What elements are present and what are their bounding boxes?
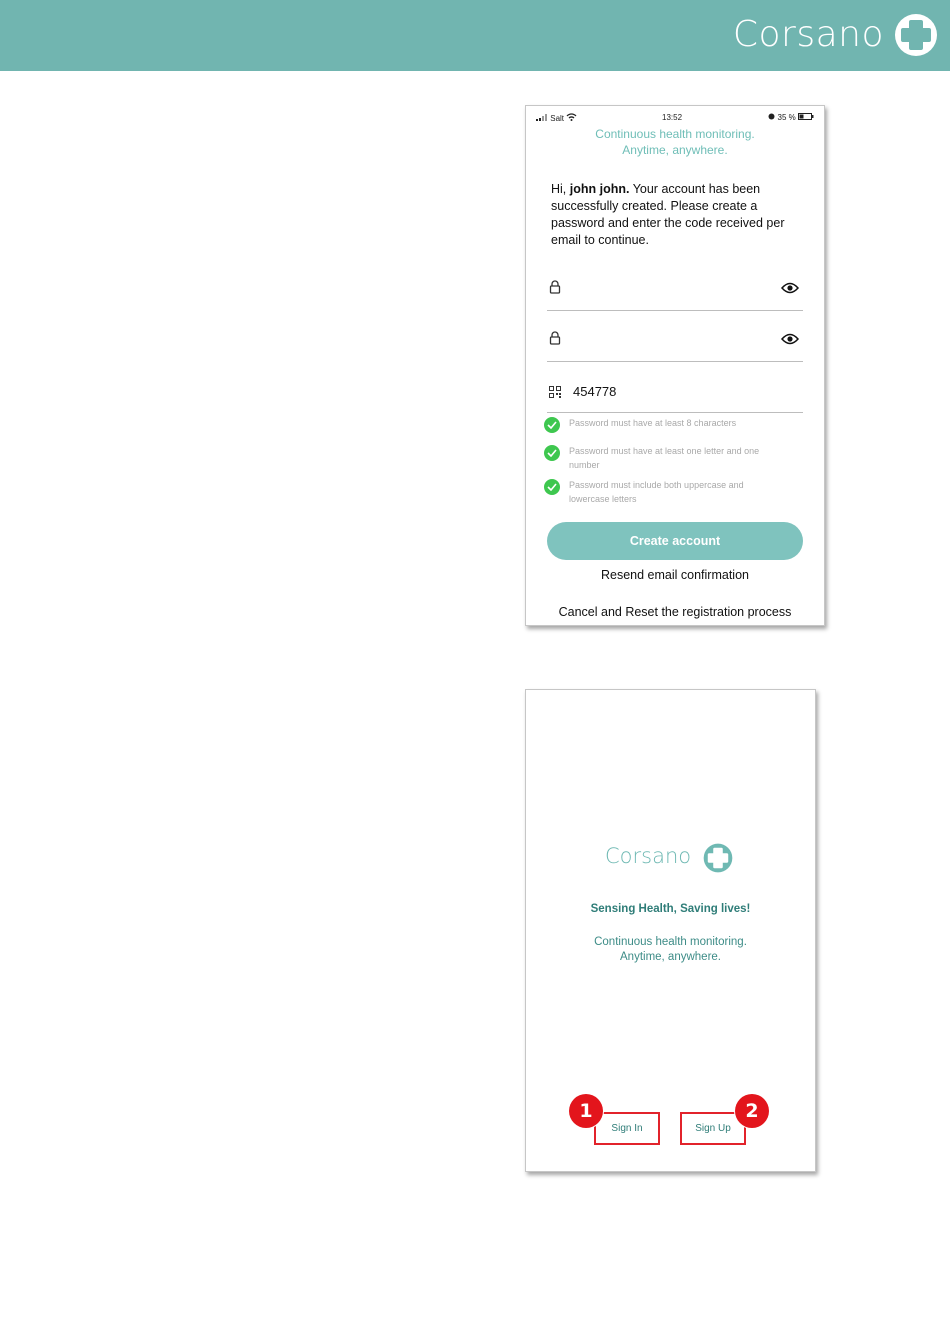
welcome-tagline-1: Continuous health monitoring. (594, 936, 747, 948)
user-name: john john. (569, 182, 630, 196)
rule-text: Password must include both uppercase and lowercase letters (569, 480, 744, 504)
battery-icon (798, 113, 814, 120)
verification-code-field[interactable] (547, 364, 803, 413)
greeting-prefix: Hi, (551, 182, 570, 196)
welcome-screenshot (525, 689, 816, 1172)
resend-email-link[interactable]: Resend email confirmation (601, 568, 749, 582)
callout-badge-2: 2 (735, 1094, 769, 1128)
greeting-message (551, 181, 806, 249)
signal-icon (536, 114, 548, 121)
cancel-registration-link[interactable]: Cancel and Reset the registration process (558, 605, 792, 619)
callout-badge-1: 1 (569, 1094, 603, 1128)
sign-in-button[interactable]: Sign In (594, 1112, 660, 1145)
tagline-line-1: Continuous health monitoring. (595, 127, 755, 141)
wifi-icon (566, 113, 577, 121)
create-password-screenshot (525, 105, 825, 626)
battery-percent: 35 % (777, 113, 796, 122)
welcome-slogan: Sensing Health, Saving lives! (590, 903, 751, 915)
sign-up-button[interactable]: Sign Up (680, 1112, 746, 1145)
qr-code-icon (549, 386, 561, 398)
password-field[interactable] (547, 262, 803, 311)
rule-text: Password must have at least one letter and one number (569, 446, 760, 470)
welcome-logo-text: Corsano (605, 844, 692, 868)
battery-status (768, 113, 814, 122)
tagline-line-2: Anytime, anywhere. (622, 143, 728, 157)
page-header (0, 0, 950, 71)
alarm-icon (768, 113, 775, 120)
create-account-button[interactable]: Create account (547, 522, 803, 560)
status-time: 13:52 (662, 113, 683, 122)
corsano-cross-icon (894, 13, 938, 57)
verification-code-value: 454778 (573, 384, 617, 399)
welcome-tagline-2: Anytime, anywhere. (620, 951, 721, 963)
check-icon (544, 417, 560, 433)
lock-icon (549, 280, 561, 294)
carrier-name: Salt (550, 114, 565, 123)
rule-text: Password must have at least 8 characters (569, 418, 737, 428)
show-password-eye-icon[interactable] (781, 282, 799, 294)
lock-icon (549, 331, 561, 345)
check-icon (544, 445, 560, 461)
status-bar (526, 113, 824, 125)
check-icon (544, 479, 560, 495)
greeting-body: Your account has been successfully created. Please create a password and enter the code received per email to continue. (551, 182, 785, 247)
carrier-label (536, 113, 577, 123)
show-password-eye-icon[interactable] (781, 333, 799, 345)
corsano-cross-icon (703, 843, 733, 873)
confirm-password-field[interactable] (547, 313, 803, 362)
brand-name: Corsano (732, 14, 884, 55)
